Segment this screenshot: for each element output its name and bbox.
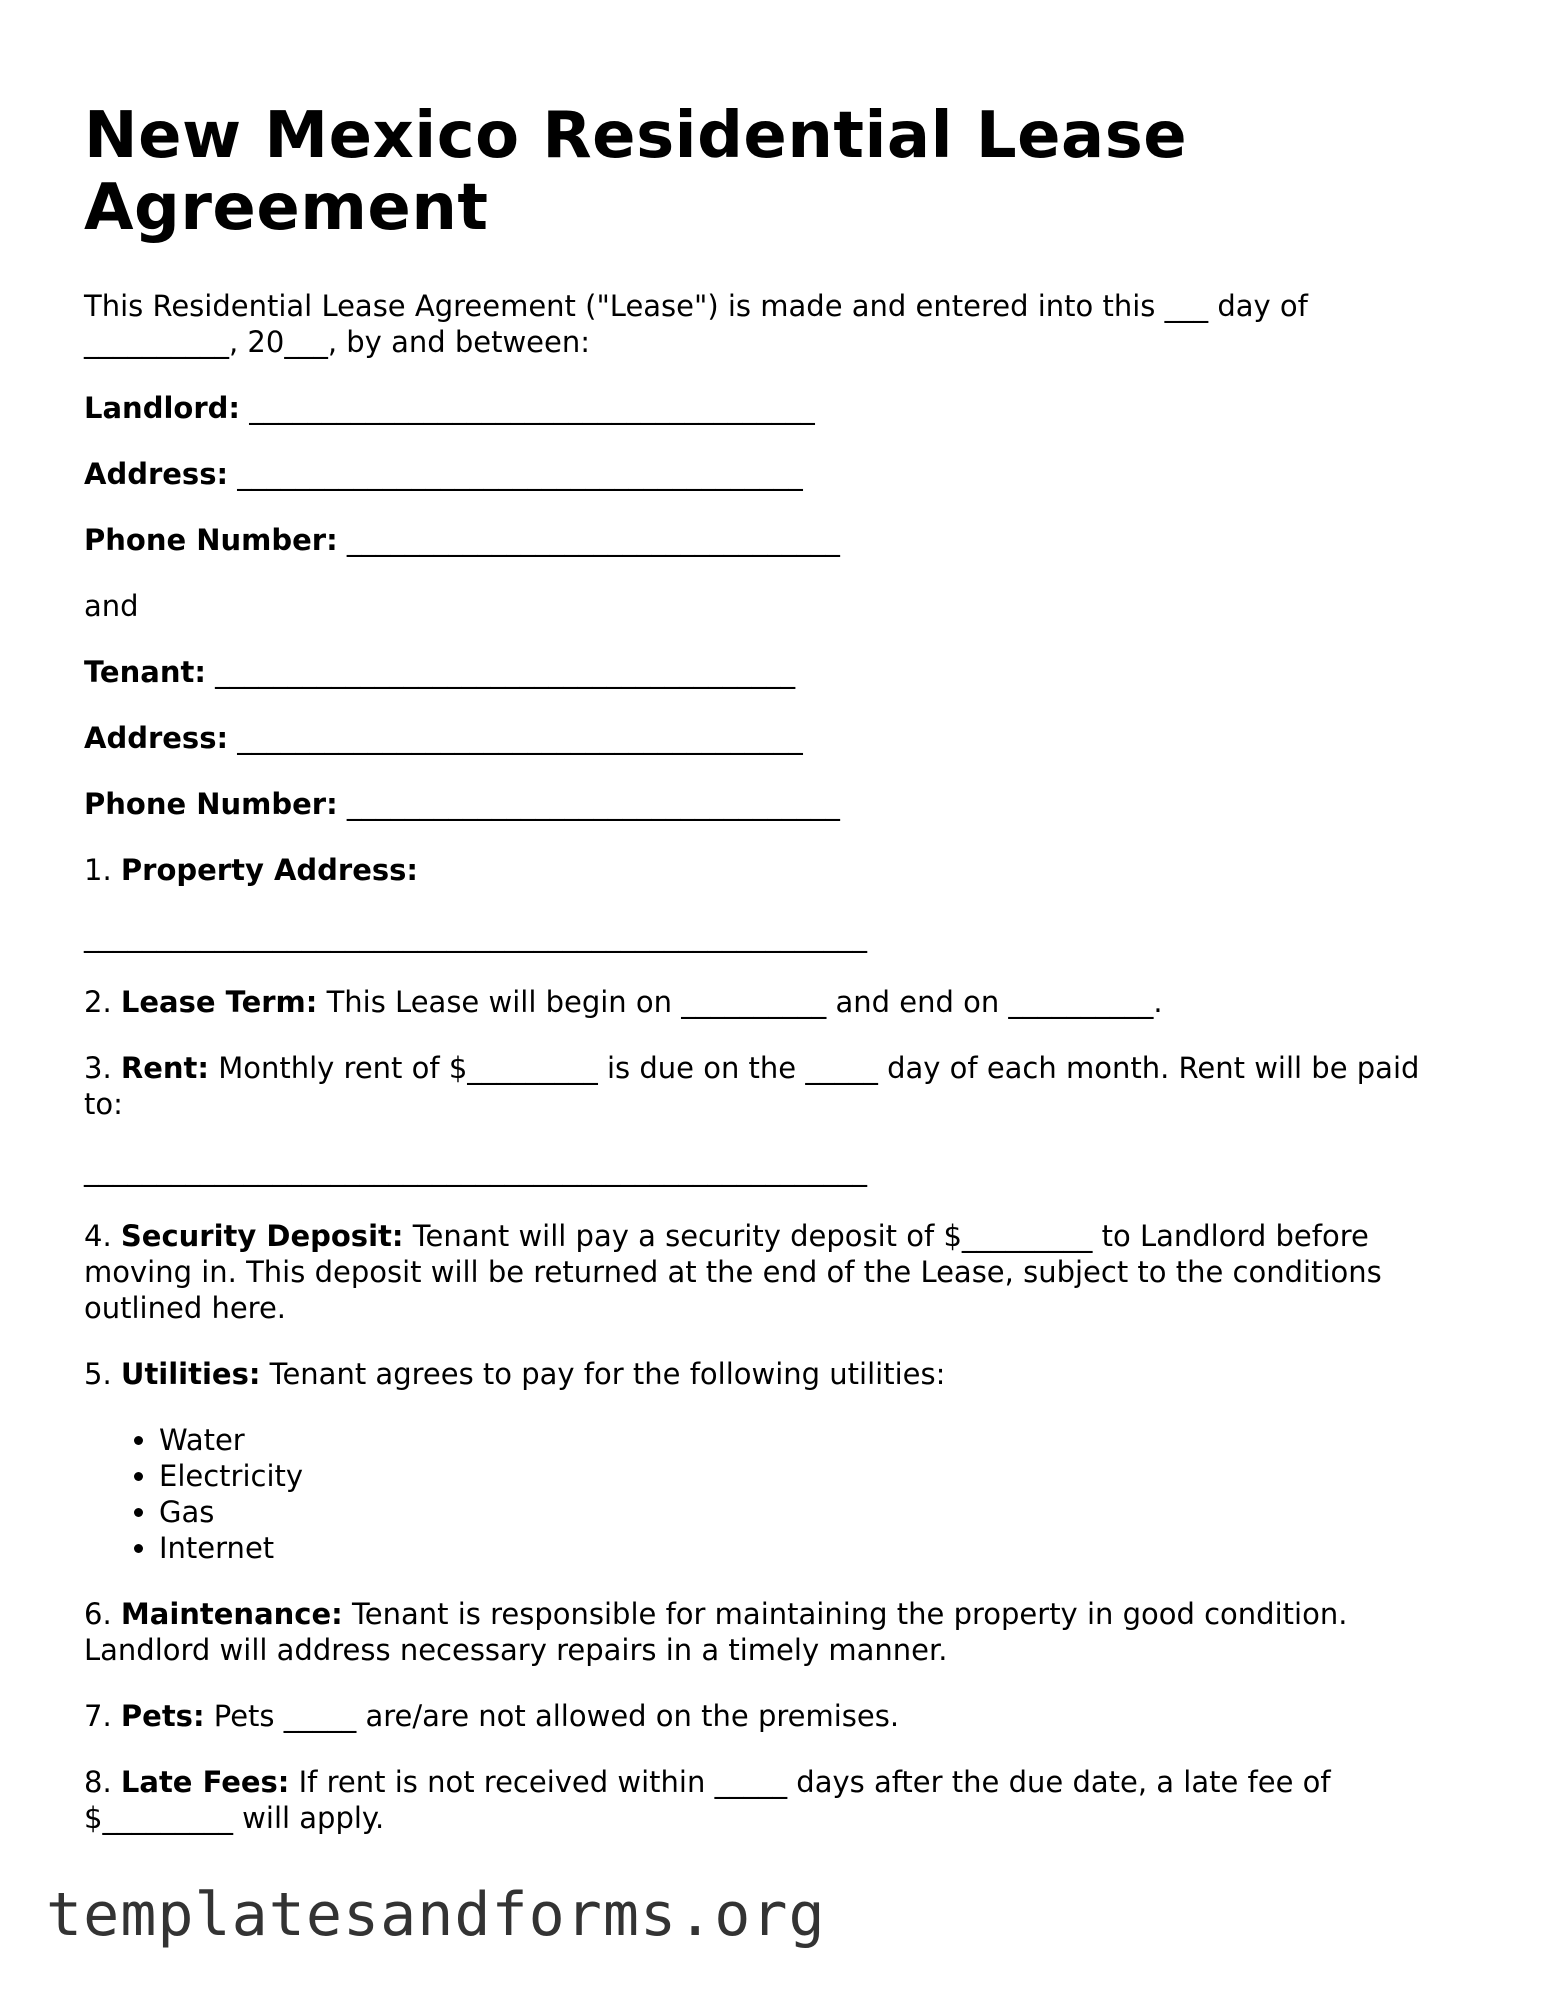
- landlord-phone-field: [84, 522, 1444, 558]
- tenant-name-field: [84, 654, 1444, 690]
- list-item: • Internet: [159, 1530, 1444, 1566]
- section-text: Tenant agrees to pay for the following utilities:: [269, 1357, 946, 1391]
- section-label: Pets:: [120, 1699, 205, 1733]
- tenant-name-blank[interactable]: ________________________________________: [215, 655, 796, 689]
- tenant-phone-label: Phone Number:: [84, 787, 338, 821]
- landlord-phone-label: Phone Number:: [84, 523, 338, 557]
- section-text: Tenant is responsible for maintaining the property in good condition. Landlord will address necessary repairs in a timely manner.: [84, 1597, 1348, 1667]
- tenant-address-field: [84, 720, 1444, 756]
- section-number: 8.: [84, 1765, 112, 1799]
- section-label: Lease Term:: [120, 985, 318, 1019]
- section-number: 7.: [84, 1699, 112, 1733]
- list-item: • Water: [159, 1422, 1444, 1458]
- section-text: This Lease will begin on __________ and end on __________.: [326, 985, 1163, 1019]
- section-text: Pets _____ are/are not allowed on the premises.: [213, 1699, 900, 1733]
- landlord-address-label: Address:: [84, 457, 229, 491]
- landlord-name-blank[interactable]: _______________________________________: [249, 391, 815, 425]
- section-number: 1.: [84, 853, 112, 887]
- tenant-name-label: Tenant:: [84, 655, 206, 689]
- tenant-address-label: Address:: [84, 721, 229, 755]
- watermark-text: templatesandforms.org: [46, 1880, 826, 1950]
- section-label: Maintenance:: [120, 1597, 343, 1631]
- section-text: Monthly rent of $_________ is due on the _____ day of each month. Rent will be paid to:: [84, 1051, 1420, 1121]
- section-label: Security Deposit:: [120, 1219, 404, 1253]
- tenant-phone-blank[interactable]: __________________________________: [346, 787, 840, 821]
- section-label: Utilities:: [120, 1357, 261, 1391]
- section-rent: [84, 1050, 1444, 1122]
- landlord-address-blank[interactable]: _______________________________________: [237, 457, 803, 491]
- section-label: Property Address:: [120, 853, 419, 887]
- section-number: 5.: [84, 1357, 112, 1391]
- list-item: • Gas: [159, 1494, 1444, 1530]
- landlord-name-field: [84, 390, 1444, 426]
- tenant-phone-field: [84, 786, 1444, 822]
- section-number: 2.: [84, 985, 112, 1019]
- section-security-deposit: [84, 1218, 1444, 1326]
- section-pets: [84, 1698, 1444, 1734]
- rent-payee-blank[interactable]: ______________________________________________________: [84, 1153, 867, 1187]
- section-text: Tenant will pay a security deposit of $_________ to Landlord before moving in. This deposit will be returned at the end of the Lease, subject to the conditions outlined here.: [84, 1219, 1382, 1325]
- landlord-phone-blank[interactable]: __________________________________: [346, 523, 840, 557]
- intro-paragraph: This Residential Lease Agreement ("Lease") is made and entered into this ___ day of __________, 20___, by and between:: [84, 289, 1308, 359]
- section-number: 6.: [84, 1597, 112, 1631]
- tenant-address-blank[interactable]: _______________________________________: [237, 721, 803, 755]
- connector-text: and: [84, 589, 139, 623]
- document-title: New Mexico Residential Lease Agreement: [84, 99, 1188, 245]
- list-item: • Electricity: [159, 1458, 1444, 1494]
- section-label: Late Fees:: [120, 1765, 290, 1799]
- landlord-address-field: [84, 456, 1444, 492]
- section-number: 3.: [84, 1051, 112, 1085]
- property-address-blank[interactable]: ______________________________________________________: [84, 919, 867, 953]
- section-lease-term: [84, 984, 1444, 1020]
- section-property-address: [84, 852, 1444, 888]
- lease-document: [84, 100, 1444, 1866]
- section-maintenance: [84, 1596, 1444, 1668]
- section-late-fees: [84, 1764, 1444, 1836]
- utilities-list: [84, 1422, 1444, 1566]
- section-text: If rent is not received within _____ days after the due date, a late fee of $_________ will apply.: [84, 1765, 1331, 1835]
- section-label: Rent:: [120, 1051, 209, 1085]
- section-number: 4.: [84, 1219, 112, 1253]
- landlord-name-label: Landlord:: [84, 391, 240, 425]
- section-utilities: [84, 1356, 1444, 1392]
